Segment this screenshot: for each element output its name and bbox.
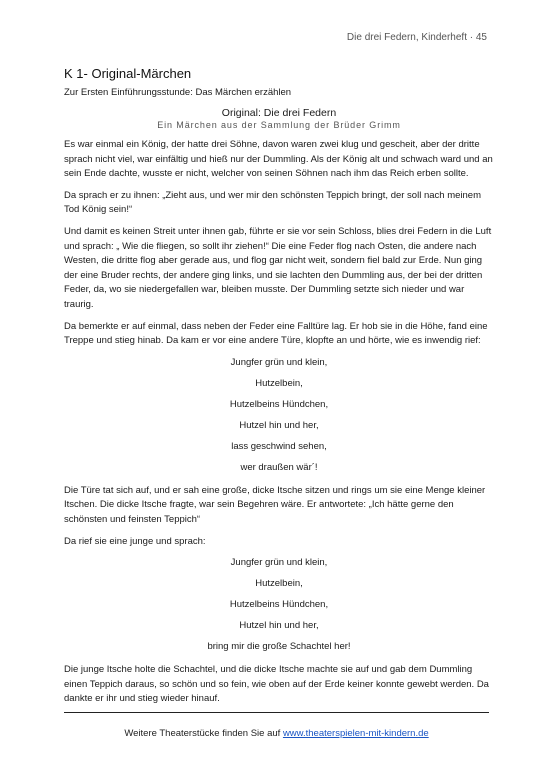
story-title: Original: Die drei Federn [221, 107, 337, 119]
verse-line: Jungfer grün und klein, [230, 356, 328, 368]
section-title: K 1- Original-Märchen [64, 66, 192, 81]
verse-block [64, 556, 494, 661]
verse-line: Hutzelbein, [255, 578, 303, 590]
paragraph: Die Türe tat sich auf, und er sah eine große, dicke Itsche sitzen und rings um sie eine Menge kleiner Itschen. Die dicke Itsche fragte, war sein Begehren wäre. Er antwortete: „Ich hätte gerne den schönsten und feinsten Teppich“ [64, 484, 486, 525]
story-source: Ein Märchen aus der Sammlung der Brüder Grimm [157, 120, 401, 130]
verse-line: Hutzel hin und her, [239, 620, 319, 632]
verse-line: lass geschwind sehen, [231, 440, 327, 452]
section-subtitle: Zur Ersten Einführungsstunde: Das Märchen erzählen [64, 87, 292, 98]
verse-line: Hutzelbeins Hündchen, [229, 599, 329, 611]
verse-line: bring mir die große Schachtel her! [207, 641, 351, 653]
verse-line: Hutzel hin und her, [239, 419, 319, 431]
page-content [64, 66, 494, 714]
footer-text: Weitere Theaterstücke finden Sie auf [124, 728, 283, 739]
paragraph: Da sprach er zu ihnen: „Zieht aus, und wer mir den schönsten Teppich bringt, der soll nach meinem Tod König sein!“ [64, 189, 481, 216]
verse-line: Hutzelbein, [255, 377, 303, 389]
paragraph: Da rief sie eine junge und sprach: [64, 535, 206, 547]
footer [0, 728, 553, 739]
paragraph: Da bemerkte er auf einmal, dass neben der Feder eine Falltüre lag. Er hob sie in die Höhe, fand eine Treppe und stieg hinab. Da kam er vor eine andere Türe, klopfte an und hörte, wie es inwendig rief: [64, 320, 488, 347]
verse-block [64, 356, 494, 482]
paragraph: Die junge Itsche holte die Schachtel, und die dicke Itsche machte sie auf und gab dem Dummling einen Teppich daraus, so schön und so fein, wie oben auf der Erde keiner konnte gewebt werden. Da dankte er ihr und stieg wieder hinauf. [64, 664, 489, 705]
footer-divider [64, 712, 489, 713]
verse-line: wer draußen wär´! [240, 461, 318, 473]
verse-line: Jungfer grün und klein, [230, 557, 328, 569]
verse-line: Hutzelbeins Hündchen, [229, 398, 329, 410]
paragraph: Es war einmal ein König, der hatte drei Söhne, davon waren zwei klug und gescheit, aber der dritte sprach nicht viel, war einfältig und hieß nur der Dummling. Als der König alt und schwach ward und an sein Ende dachte, wusste er nicht, welcher von seinen Söhnen nach ihm das Reich erben sollte. [64, 139, 493, 180]
paragraph: Und damit es keinen Streit unter ihnen gab, führte er sie vor sein Schloss, blies drei Federn in die Luft und sprach: „ Wie die fliegen, so sollt ihr ziehen!“ Die eine Feder flog nach Osten, die andere nach Westen, die dritte flog aber gerade aus, und flog gar nicht weit, sondern fiel bald zur Erde. Nun ging der eine Bruder rechts, der andere ging links, und sie lachten den Dummling aus, der bei der dritten Feder, da, wo sie niedergefallen war, bleiben musste. Der Dummling setzte sich nieder und war traurig. [64, 225, 492, 310]
running-header: Die drei Federn, Kinderheft · 45 [346, 32, 487, 43]
website-link[interactable]: www.theaterspielen-mit-kindern.de [282, 728, 429, 739]
